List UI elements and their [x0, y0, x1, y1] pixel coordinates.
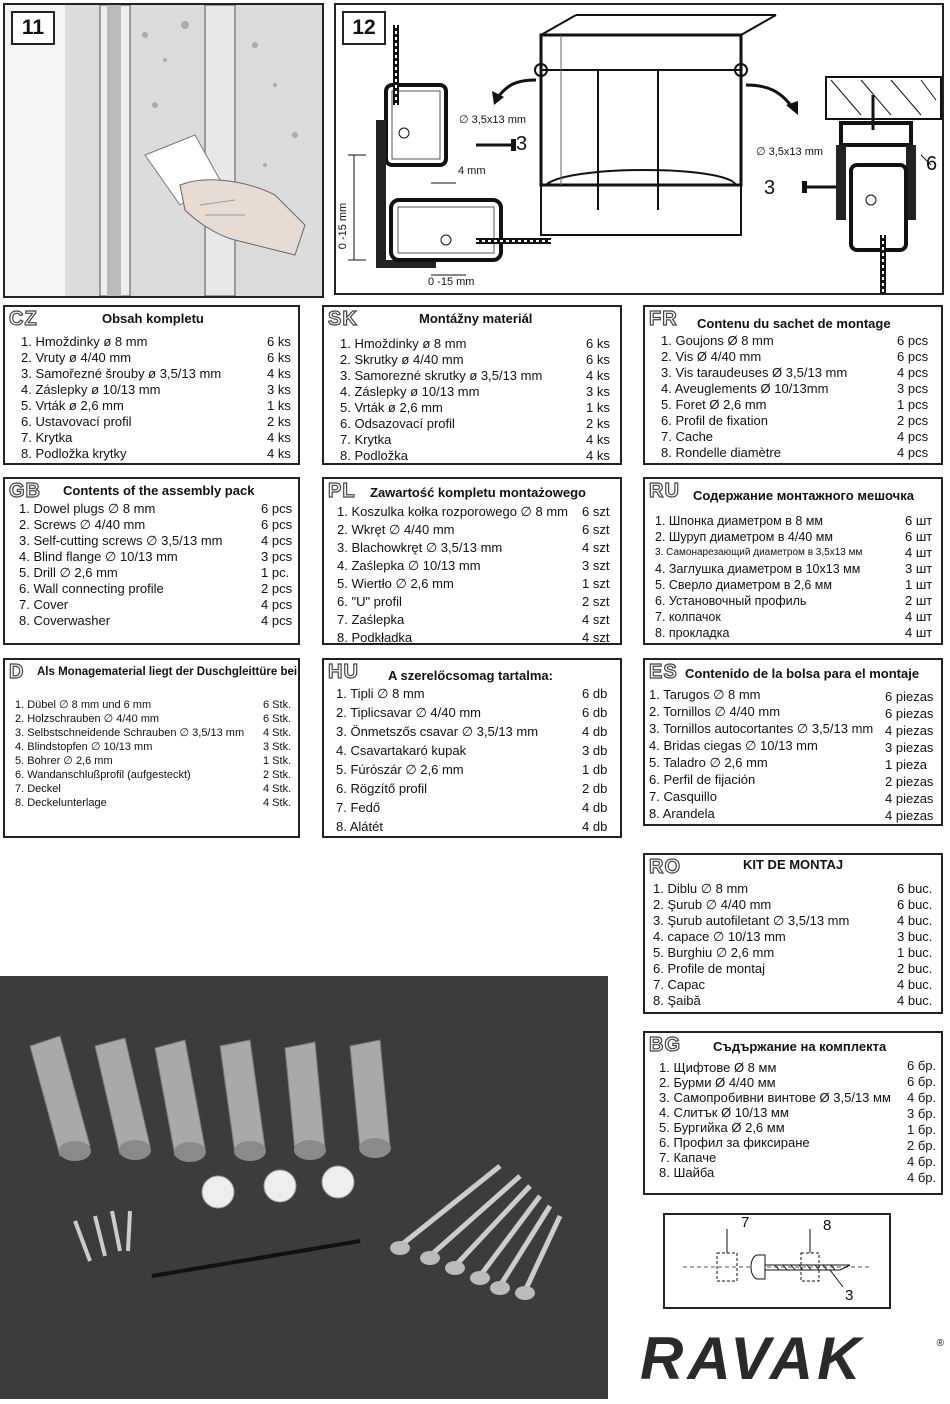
kit-box-fr	[643, 305, 943, 465]
qty-item: 6 piezas	[885, 706, 934, 721]
kit-title: Zawartość kompletu montażowego	[370, 485, 586, 500]
qty-item: 4 бр.	[907, 1154, 937, 1169]
list-item: 7. Fedő	[336, 800, 381, 815]
screw-dimension-left: ∅ 3,5x13 mm	[459, 114, 527, 126]
list-item: 4. Záslepky ø 10/13 mm	[21, 382, 161, 397]
item-list	[337, 503, 568, 647]
list-item: 6. "U" profil	[337, 594, 402, 609]
qty-item: 2 Stk.	[263, 769, 292, 781]
kit-box-pl	[322, 477, 622, 645]
list-item: 6. Wall connecting profile	[19, 581, 164, 596]
kit-contents-photo	[0, 976, 608, 1399]
qty-list	[885, 688, 933, 824]
qty-item: 4 ks	[586, 448, 610, 463]
qty-item: 2 db	[582, 781, 608, 796]
list-item: 3. Samorezné skrutky ø 3,5/13 mm	[340, 368, 543, 383]
item-list	[659, 1060, 891, 1180]
qty-item: 1 ks	[586, 400, 610, 415]
list-item: 8. прокладка	[655, 626, 730, 640]
list-item: 8. Podkładka	[337, 630, 413, 645]
qty-item: 6 шт	[905, 529, 933, 544]
list-item: 3. Vis taraudeuses Ø 3,5/13 mm	[661, 365, 848, 380]
list-item: 3. Blachowkręt ∅ 3,5/13 mm	[337, 540, 503, 555]
lang-code: BG	[649, 1034, 681, 1056]
qty-item: 3 piezas	[885, 740, 934, 755]
qty-item: 6 ks	[586, 352, 610, 367]
qty-item: 4 шт	[905, 545, 933, 560]
list-item: 5. Сверло диаметром в 2,6 мм	[655, 578, 832, 592]
kit-title: Contenu du sachet de montage	[697, 316, 891, 331]
list-item: 3. Önmetszős csavar ∅ 3,5/13 mm	[336, 724, 539, 739]
list-item: 5. Foret Ø 2,6 mm	[661, 397, 767, 412]
qty-item: 4 ks	[586, 432, 610, 447]
list-item: 5. Burghiu ∅ 2,6 mm	[653, 945, 775, 960]
qty-item: 1 шт	[905, 577, 933, 592]
qty-item: 6 buc.	[897, 897, 933, 912]
qty-item: 1 pcs	[897, 397, 929, 412]
kit-title: Содержание монтажного мешочка	[693, 488, 914, 503]
list-item: 4. Zaślepka ∅ 10/13 mm	[337, 558, 481, 573]
list-item: 1. Koszulka kołka rozporowego ∅ 8 mm	[337, 504, 568, 519]
qty-item: 4 pcs	[897, 445, 929, 460]
step-number-12: 12	[342, 11, 386, 45]
ravak-logo	[640, 1325, 944, 1392]
list-item: 8. Coverwasher	[19, 613, 111, 628]
list-item: 1. Dübel ∅ 8 mm und 6 mm	[15, 699, 152, 711]
qty-item: 4 db	[582, 800, 608, 815]
qty-item: 3 buc.	[897, 929, 933, 944]
list-item: 2. Holzschrauben ∅ 4/40 mm	[15, 713, 160, 725]
qty-item: 3 Stk.	[263, 741, 292, 753]
qty-item: 6 pcs	[261, 501, 293, 516]
item-list	[653, 881, 849, 1009]
range-vertical: 0 -15 mm	[337, 202, 350, 250]
qty-item: 4 buc.	[897, 993, 933, 1008]
profile-mounting-diagram	[336, 5, 942, 293]
item-list	[661, 333, 847, 461]
qty-item: 2 бр.	[907, 1138, 937, 1153]
item-list	[649, 686, 873, 822]
item-list	[19, 501, 223, 629]
list-item: 7. Deckel	[15, 783, 61, 795]
kit-box-hu	[322, 658, 622, 838]
list-item: 7. Krytka	[21, 430, 73, 445]
list-item: 8. Rondelle diamètre	[661, 445, 781, 460]
qty-item: 4 pcs	[897, 429, 929, 444]
list-item: 6. Odsazovací profil	[340, 416, 455, 431]
lang-code: GB	[9, 480, 41, 502]
list-item: 6. Profile de montaj	[653, 961, 766, 976]
list-item: 2. Screws ∅ 4/40 mm	[19, 517, 146, 532]
qty-item: 1 szt	[582, 576, 610, 591]
kit-box-d	[3, 658, 300, 838]
list-item: 6. Rögzítő profil	[336, 781, 428, 796]
list-item: 3. Самонарезающий диаметром в 3,5x13 мм	[655, 547, 863, 558]
kit-box-bg	[643, 1031, 943, 1195]
cover-washer-screw-diagram	[665, 1215, 889, 1307]
screw-dimension-right: ∅ 3,5x13 mm	[756, 146, 824, 158]
qty-item: 1 pieza	[885, 757, 927, 772]
qty-item: 4 шт	[905, 625, 933, 640]
qty-item: 2 piezas	[885, 774, 934, 789]
lang-code: RU	[649, 480, 680, 502]
qty-item: 6 db	[582, 686, 608, 701]
list-item: 1. Tipli ∅ 8 mm	[336, 686, 425, 701]
qty-item: 6 шт	[905, 513, 933, 528]
qty-item: 2 pcs	[261, 581, 293, 596]
qty-item: 4 бр.	[907, 1170, 937, 1185]
lang-code: HU	[328, 661, 359, 683]
kit-contents-illustration	[0, 976, 608, 1399]
detail-label-8: 8	[823, 1217, 832, 1234]
list-item: 4. Blind flange ∅ 10/13 mm	[19, 549, 178, 564]
qty-item: 4 pcs	[897, 365, 929, 380]
range-horizontal: 0 -15 mm	[428, 276, 475, 288]
qty-item: 2 ks	[267, 414, 291, 429]
list-item: 6. Perfil de fijación	[649, 772, 756, 787]
list-item: 8. Şaibă	[653, 993, 701, 1008]
list-item: 4. Aveuglements Ø 10/13mm	[661, 381, 829, 396]
list-item: 5. Bohrer ∅ 2,6 mm	[15, 755, 113, 767]
kit-title: Contents of the assembly pack	[63, 483, 255, 498]
list-item: 2. Шуруп диаметром в 4/40 мм	[655, 530, 833, 544]
qty-item: 6 pcs	[897, 349, 929, 364]
kit-title: Als Monagematerial liegt der Duschgleittüre bei	[37, 666, 298, 678]
qty-list	[263, 698, 291, 810]
list-item: 3. Tornillos autocortantes ∅ 3,5/13 mm	[649, 721, 874, 736]
qty-item: 3 шт	[905, 561, 933, 576]
list-item: 6. Profil de fixation	[661, 413, 768, 428]
list-item: 2. Tornillos ∅ 4/40 mm	[649, 704, 781, 719]
qty-item: 4 piezas	[885, 723, 934, 738]
lang-code: FR	[649, 308, 678, 330]
detail-label-3: 3	[845, 1287, 854, 1304]
qty-item: 3 ks	[586, 384, 610, 399]
qty-list	[261, 501, 292, 629]
step-number-11: 11	[11, 11, 55, 45]
qty-item: 6 ks	[267, 334, 291, 349]
qty-item: 4 pcs	[261, 613, 293, 628]
list-item: 7. колпачок	[655, 610, 721, 624]
list-item: 2. Vis Ø 4/40 mm	[661, 349, 762, 364]
qty-item: 2 pcs	[897, 413, 929, 428]
list-item: 4. Bridas ciegas ∅ 10/13 mm	[649, 738, 818, 753]
list-item: 8. Arandela	[649, 806, 715, 821]
qty-list	[267, 334, 291, 462]
qty-item: 6 db	[582, 705, 608, 720]
qty-item: 3 szt	[582, 558, 610, 573]
list-item: 6. Установочный профиль	[655, 594, 807, 608]
list-item: 5. Бургийка Ø 2,6 мм	[659, 1120, 785, 1135]
cover-detail-panel	[663, 1213, 891, 1309]
list-item: 7. Капаче	[659, 1150, 717, 1165]
lang-code: ES	[649, 661, 678, 683]
list-item: 1. Hmoždinky ø 8 mm	[340, 336, 467, 351]
lang-code: CZ	[9, 308, 38, 330]
item-list	[336, 684, 538, 836]
qty-item: 4 szt	[582, 540, 610, 555]
qty-item: 4 db	[582, 819, 608, 834]
qty-item: 6 szt	[582, 504, 610, 519]
kit-title: Съдържание на комплекта	[713, 1039, 887, 1054]
list-item: 1. Щифтове Ø 8 мм	[659, 1060, 777, 1075]
qty-item: 4 piezas	[885, 791, 934, 806]
list-item: 7. Casquillo	[649, 789, 717, 804]
qty-item: 1 Stk.	[263, 755, 292, 767]
qty-list	[897, 881, 932, 1009]
qty-item: 2 ks	[586, 416, 610, 431]
qty-list	[905, 513, 932, 641]
qty-item: 4 pcs	[261, 533, 293, 548]
list-item: 3. Self-cutting screws ∅ 3,5/13 mm	[19, 533, 223, 548]
qty-item: 3 pcs	[897, 381, 929, 396]
qty-item: 4 ks	[267, 366, 291, 381]
qty-item: 1 бр.	[907, 1122, 937, 1137]
kit-title: Montážny materiál	[419, 311, 533, 326]
qty-item: 2 buc.	[897, 961, 933, 976]
kit-box-es	[643, 658, 943, 826]
qty-item: 4 szt	[582, 612, 610, 627]
list-item: 5. Wiertło ∅ 2,6 mm	[337, 576, 454, 591]
qty-item: 6 ks	[267, 350, 291, 365]
qty-item: 3 ks	[267, 382, 291, 397]
qty-item: 6 ks	[586, 336, 610, 351]
qty-item: 1 db	[582, 762, 608, 777]
qty-item: 4 шт	[905, 609, 933, 624]
registered-mark: ®	[936, 1338, 944, 1349]
qty-item: 4 db	[582, 724, 608, 739]
qty-item: 4 buc.	[897, 913, 933, 928]
callout-3-right: 3	[764, 177, 776, 199]
qty-item: 1 ks	[267, 398, 291, 413]
item-list	[15, 698, 244, 810]
lang-code: RO	[649, 856, 681, 878]
list-item: 6. Wandanschlußprofil (aufgesteckt)	[15, 769, 191, 781]
item-list	[655, 513, 862, 641]
qty-item: 4 ks	[586, 368, 610, 383]
list-item: 1. Goujons Ø 8 mm	[661, 333, 774, 348]
list-item: 8. Podložka	[340, 448, 408, 463]
qty-item: 2 szt	[582, 594, 610, 609]
list-item: 5. Taladro ∅ 2,6 mm	[649, 755, 768, 770]
list-item: 1. Dowel plugs ∅ 8 mm	[19, 501, 156, 516]
qty-list	[897, 333, 928, 461]
kit-title: Obsah kompletu	[102, 311, 204, 326]
list-item: 2. Skrutky ø 4/40 mm	[340, 352, 464, 367]
qty-item: 6 buc.	[897, 881, 933, 896]
list-item: 4. Слитък Ø 10/13 мм	[659, 1105, 789, 1120]
qty-item: 4 pcs	[261, 597, 293, 612]
qty-item: 3 db	[582, 743, 608, 758]
list-item: 5. Vrták ø 2,6 mm	[21, 398, 124, 413]
list-item: 3. Şurub autofiletant ∅ 3,5/13 mm	[653, 913, 850, 928]
list-item: 1. Tarugos ∅ 8 mm	[649, 687, 761, 702]
list-item: 1. Diblu ∅ 8 mm	[653, 881, 749, 896]
qty-item: 4 Stk.	[263, 797, 292, 809]
list-item: 3. Самопробивни винтове Ø 3,5/13 мм	[659, 1090, 891, 1105]
lang-code: SK	[328, 308, 358, 330]
list-item: 2. Şurub ∅ 4/40 mm	[653, 897, 772, 912]
kit-title: A szerelőcsomag tartalma:	[388, 668, 553, 683]
step-12-panel	[334, 3, 944, 295]
qty-item: 6 szt	[582, 522, 610, 537]
qty-item: 4 Stk.	[263, 783, 292, 795]
qty-item: 6 бр.	[907, 1058, 937, 1073]
qty-item: 1 pc.	[261, 565, 290, 580]
item-list	[21, 334, 221, 462]
qty-item: 4 бр.	[907, 1090, 937, 1105]
list-item: 4. Заглушка диаметром в 10x13 мм	[655, 562, 861, 576]
callout-6: 6	[926, 153, 938, 175]
qty-item: 6 pcs	[897, 333, 929, 348]
peel-film-illustration	[5, 5, 322, 296]
list-item: 2. Бурми Ø 4/40 мм	[659, 1075, 776, 1090]
list-item: 6. Профил за фиксиране	[659, 1135, 810, 1150]
kit-box-ru	[643, 477, 943, 645]
kit-box-sk	[322, 305, 622, 465]
list-item: 7. Cache	[661, 429, 714, 444]
kit-box-cz	[3, 305, 300, 465]
list-item: 8. Podložka krytky	[21, 446, 127, 461]
list-item: 3. Samořezné šrouby ø 3,5/13 mm	[21, 366, 222, 381]
detail-label-7: 7	[741, 1214, 750, 1231]
list-item: 8. Alátét	[336, 819, 383, 834]
kit-box-gb	[3, 477, 300, 645]
list-item: 8. Deckelunterlage	[15, 797, 107, 809]
list-item: 8. Шайба	[659, 1165, 715, 1180]
qty-item: 2 шт	[905, 593, 933, 608]
list-item: 1. Шпонка диаметром в 8 мм	[655, 514, 823, 528]
lang-code: D	[9, 661, 25, 683]
qty-list	[582, 503, 609, 647]
kit-title: KIT DE MONTAJ	[743, 857, 844, 872]
list-item: 4. Blindstopfen ∅ 10/13 mm	[15, 741, 153, 753]
qty-item: 4 Stk.	[263, 727, 292, 739]
qty-list	[907, 1058, 936, 1186]
item-list	[340, 336, 542, 464]
list-item: 7. Zaślepka	[337, 612, 405, 627]
list-item: 5. Drill ∅ 2,6 mm	[19, 565, 118, 580]
qty-item: 6 бр.	[907, 1074, 937, 1089]
qty-list	[586, 336, 610, 464]
list-item: 4. capace ∅ 10/13 mm	[653, 929, 786, 944]
kit-title: Contenido de la bolsa para el montaje	[685, 666, 920, 681]
list-item: 5. Fúrószár ∅ 2,6 mm	[336, 762, 464, 777]
qty-item: 4 buc.	[897, 977, 933, 992]
list-item: 6. Ustavovací profil	[21, 414, 132, 429]
qty-item: 6 pcs	[261, 517, 293, 532]
qty-item: 3 pcs	[261, 549, 293, 564]
list-item: 2. Tiplicsavar ∅ 4/40 mm	[336, 705, 481, 720]
list-item: 7. Capac	[653, 977, 706, 992]
list-item: 4. Csavartakaró kupak	[336, 743, 467, 758]
callout-3-left: 3	[516, 133, 528, 155]
list-item: 7. Krytka	[340, 432, 392, 447]
list-item: 7. Cover	[19, 597, 69, 612]
qty-item: 6 Stk.	[263, 713, 292, 725]
qty-item: 4 ks	[267, 430, 291, 445]
qty-item: 6 piezas	[885, 689, 934, 704]
list-item: 5. Vrták ø 2,6 mm	[340, 400, 443, 415]
qty-item: 3 бр.	[907, 1106, 937, 1121]
step-11-panel	[3, 3, 324, 298]
qty-item: 4 piezas	[885, 808, 934, 823]
list-item: 4. Záslepky ø 10/13 mm	[340, 384, 480, 399]
qty-item: 4 ks	[267, 446, 291, 461]
qty-item: 4 szt	[582, 630, 610, 645]
gap-dimension: 4 mm	[458, 165, 486, 177]
brand-name: RAVAK	[640, 1325, 865, 1392]
qty-item: 1 buc.	[897, 945, 933, 960]
list-item: 2. Wkręt ∅ 4/40 mm	[337, 522, 455, 537]
list-item: 2. Vruty ø 4/40 mm	[21, 350, 132, 365]
qty-item: 6 Stk.	[263, 699, 292, 711]
qty-list	[582, 684, 607, 836]
list-item: 1. Hmoždinky ø 8 mm	[21, 334, 148, 349]
kit-box-ro	[643, 853, 943, 1014]
lang-code: PL	[328, 480, 356, 502]
list-item: 3. Selbstschneidende Schrauben ∅ 3,5/13 mm	[15, 727, 245, 739]
